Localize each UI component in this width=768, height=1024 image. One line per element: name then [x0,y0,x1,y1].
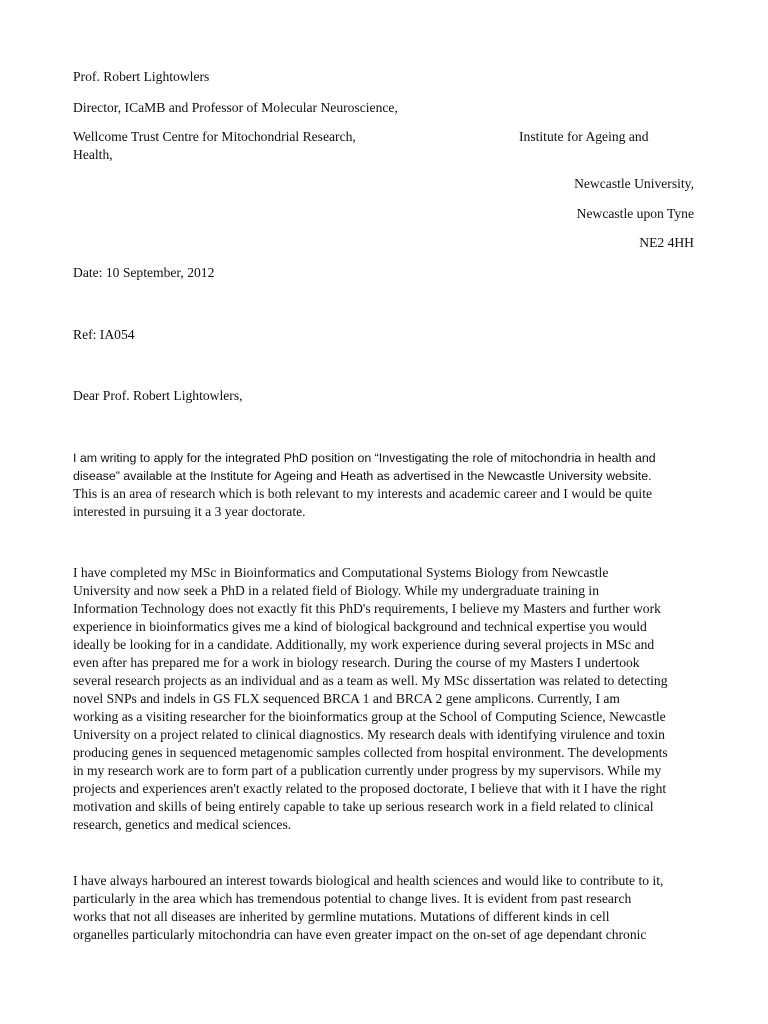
paragraph-line: experience in bioinformatics gives me a kind of biological background and technical expertise you would [73,619,647,634]
paragraph-line: motivation and skills of being entirely capable to take up serious research work in a field related to clinical [73,799,654,814]
paragraph-background [73,564,698,834]
paragraph-line: novel SNPs and indels in GS FLX sequenced BRCA 1 and BRCA 2 gene amplicons. Currently, I am [73,691,620,706]
paragraph-line: several research projects as an individual and as a team as well. My MSc dissertation was related to detecting [73,673,668,688]
paragraph-line: I have completed my MSc in Bioinformatics and Computational Systems Biology from Newcastle [73,565,609,580]
paragraph-line: University on a project related to clinical diagnostics. My research deals with identifying virulence and toxin [73,727,665,742]
paragraph-line: I have always harboured an interest towards biological and health sciences and would like to contribute to it, [73,873,664,888]
paragraph-line: interested in pursuing it a 3 year doctorate. [73,504,306,519]
salutation: Dear Prof. Robert Lightowlers, [73,388,243,403]
paragraph-line: works that not all diseases are inherited by germline mutations. Mutations of different kinds in cell [73,909,610,924]
paragraph-line: ideally be looking for in a candidate. Additionally, my work experience during several projects in MSc and [73,637,655,652]
recipient-city: Newcastle upon Tyne [576,206,694,221]
paragraph-line: This is an area of research which is both relevant to my interests and academic career and I would be quite [73,486,653,501]
paragraph-line: I am writing to apply for the integrated PhD position on “Investigating the role of mitochondria in health and [73,451,656,465]
recipient-university: Newcastle University, [574,176,694,191]
paragraph-line: Information Technology does not exactly fit this PhD's requirements, I believe my Masters and further work [73,601,661,616]
letter-date: Date: 10 September, 2012 [73,265,215,280]
paragraph-line: working as a visiting researcher for the bioinformatics group at the School of Computing Science, Newcastle [73,709,666,724]
paragraph-line: producing genes in sequenced metagenomic samples collected from hospital environment. The developments [73,745,668,760]
paragraph-line: in my research work are to form part of a publication currently under progress by my supervisors. While my [73,763,662,778]
recipient-institute-part1: Institute for Ageing and [519,129,649,144]
paragraph-line: research, genetics and medical sciences. [73,817,292,832]
recipient-postcode: NE2 4HH [639,235,694,250]
paragraph-line: disease” available at the Institute for Ageing and Heath as advertised in the Newcastle University website. [73,469,652,483]
paragraph-line: particularly in the area which has tremendous potential to change lives. It is evident from past research [73,891,632,906]
paragraph-line: University and now seek a PhD in a related field of Biology. While my undergraduate training in [73,583,600,598]
paragraph-interest [73,872,698,944]
recipient-centre: Wellcome Trust Centre for Mitochondrial Research, [73,129,356,144]
recipient-institute-part2: Health, [73,147,113,162]
paragraph-line: projects and experiences aren't exactly related to the proposed doctorate, I believe that with it I have the right [73,781,667,796]
paragraph-line: even after has prepared me for a work in biology research. During the course of my Masters I undertook [73,655,640,670]
paragraph-intro [73,449,698,521]
recipient-title: Director, ICaMB and Professor of Molecular Neuroscience, [73,100,398,115]
recipient-name: Prof. Robert Lightowlers [73,69,210,84]
letter-ref: Ref: IA054 [73,327,135,342]
paragraph-line: organelles particularly mitochondria can have even greater impact on the on-set of age dependant chronic [73,927,647,942]
